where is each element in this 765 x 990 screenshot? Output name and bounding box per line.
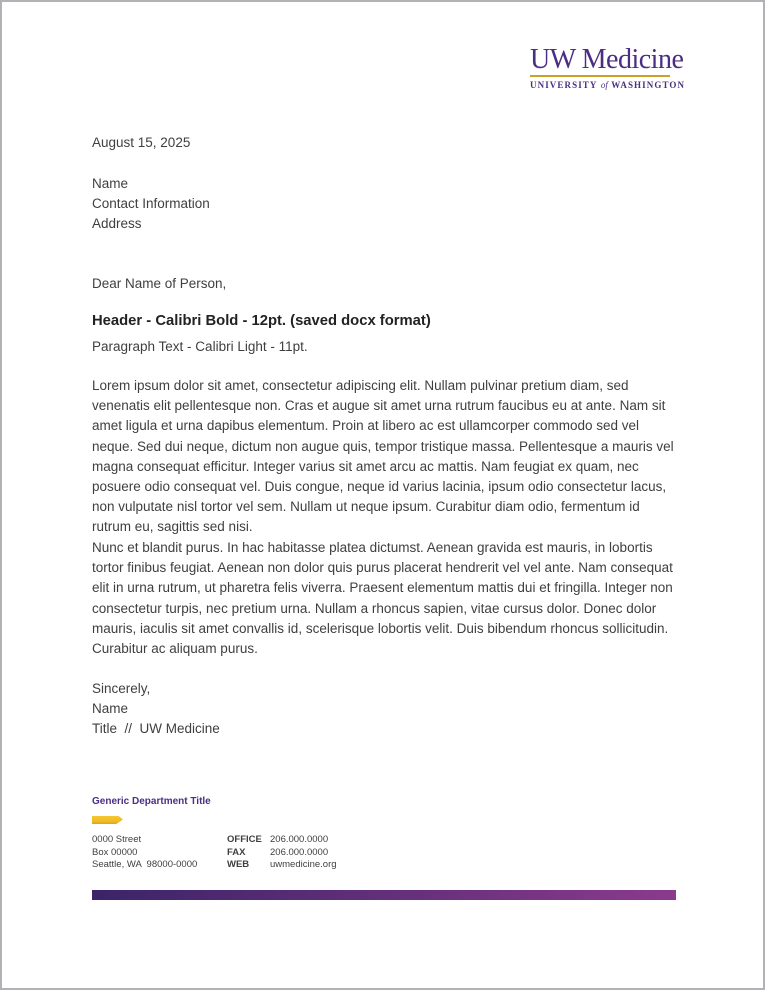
recipient-contact: Contact Information — [92, 196, 210, 212]
tagline-washington: WASHINGTON — [611, 80, 686, 90]
address-city: Seattle, WA 98000-0000 — [92, 859, 198, 871]
closing-signoff: Sincerely, — [92, 681, 151, 696]
section-subheading: Paragraph Text - Calibri Light - 11pt. — [92, 339, 308, 354]
logo-gold-rule — [530, 75, 670, 77]
web-url: uwmedicine.org — [270, 859, 337, 871]
department-title: Generic Department Title — [92, 796, 211, 807]
gold-swoosh-icon — [92, 816, 123, 824]
recipient-address: Address — [92, 216, 142, 232]
footer-contact-values — [270, 834, 390, 872]
office-label: OFFICE — [227, 834, 262, 845]
closing-title: Title // UW Medicine — [92, 721, 220, 737]
web-label: WEB — [227, 859, 250, 871]
closing-block — [92, 679, 220, 740]
tagline-of: of — [600, 80, 608, 90]
paragraph-1: Lorem ipsum dolor sit amet, consectetur adipiscing elit. Nullam pulvinar pretium diam, sed venenatis elit pellentesque non. Cras et augue sit amet urna rutrum faucibus eu at ante. Nam sit amet ligula et urna dapibus elementum. Proin at libero ac est ullamcorper commodo sed vel neque. Sed dui neque, dictum non augue quis, tempor tristique massa. Pellentesque a mauris vel magna consequat efficitur. Integer varius sit amet arcu ac mattis. Nam feugiat ex quam, nec posuere odio consequat vel. Duis congue, neque id varius lacinia, ipsum odio consectetur lacus, non vulputate nisl tortor vel sem. Nullam ut neque ipsum. Curabitur diam odio, fermentum id rutrum eu, sagittis sed nisi. — [92, 378, 674, 535]
letter-date: August 15, 2025 — [92, 135, 191, 150]
section-heading: Header - Calibri Bold - 12pt. (saved docx format) — [92, 313, 431, 329]
fax-label: FAX — [227, 846, 246, 858]
fax-number: 206.000.0000 — [270, 846, 329, 858]
tagline-university: UNIVERSITY — [530, 80, 598, 90]
footer-contact-labels — [227, 834, 270, 872]
closing-name: Name — [92, 701, 129, 717]
address-box: Box 00000 — [92, 846, 138, 858]
logo-brand-text: UW Medicine — [530, 44, 684, 75]
footer-gradient-bar — [92, 890, 676, 900]
recipient-name: Name — [92, 176, 129, 191]
address-street: 0000 Street — [92, 834, 142, 845]
uw-medicine-logo — [530, 44, 686, 90]
footer-contact-block — [92, 834, 390, 872]
salutation: Dear Name of Person, — [92, 276, 227, 291]
footer-address — [92, 834, 227, 872]
paragraph-2: Nunc et blandit purus. In hac habitasse platea dictumst. Aenean gravida est mauris, in lobortis tortor finibus feugiat. Aenean non dolor quis purus placerat hendrerit vel vel ante. Nam consequat elit in urna rutrum, ut pharetra felis viverra. Praesent elementum mattis dui et fringilla. Integer non consectetur turpis, nec pretium urna. Nullam a rhoncus sapien, vitae cursus dolor. Donec dolor mauris, iaculis sit amet convallis id, scelerisque lobortis velit. Duis bibendum rhoncus sollicitudin. Curabitur ac aliquam purus. — [92, 540, 673, 657]
logo-tagline — [530, 80, 686, 90]
office-number: 206.000.0000 — [270, 834, 329, 845]
recipient-block — [92, 174, 210, 235]
